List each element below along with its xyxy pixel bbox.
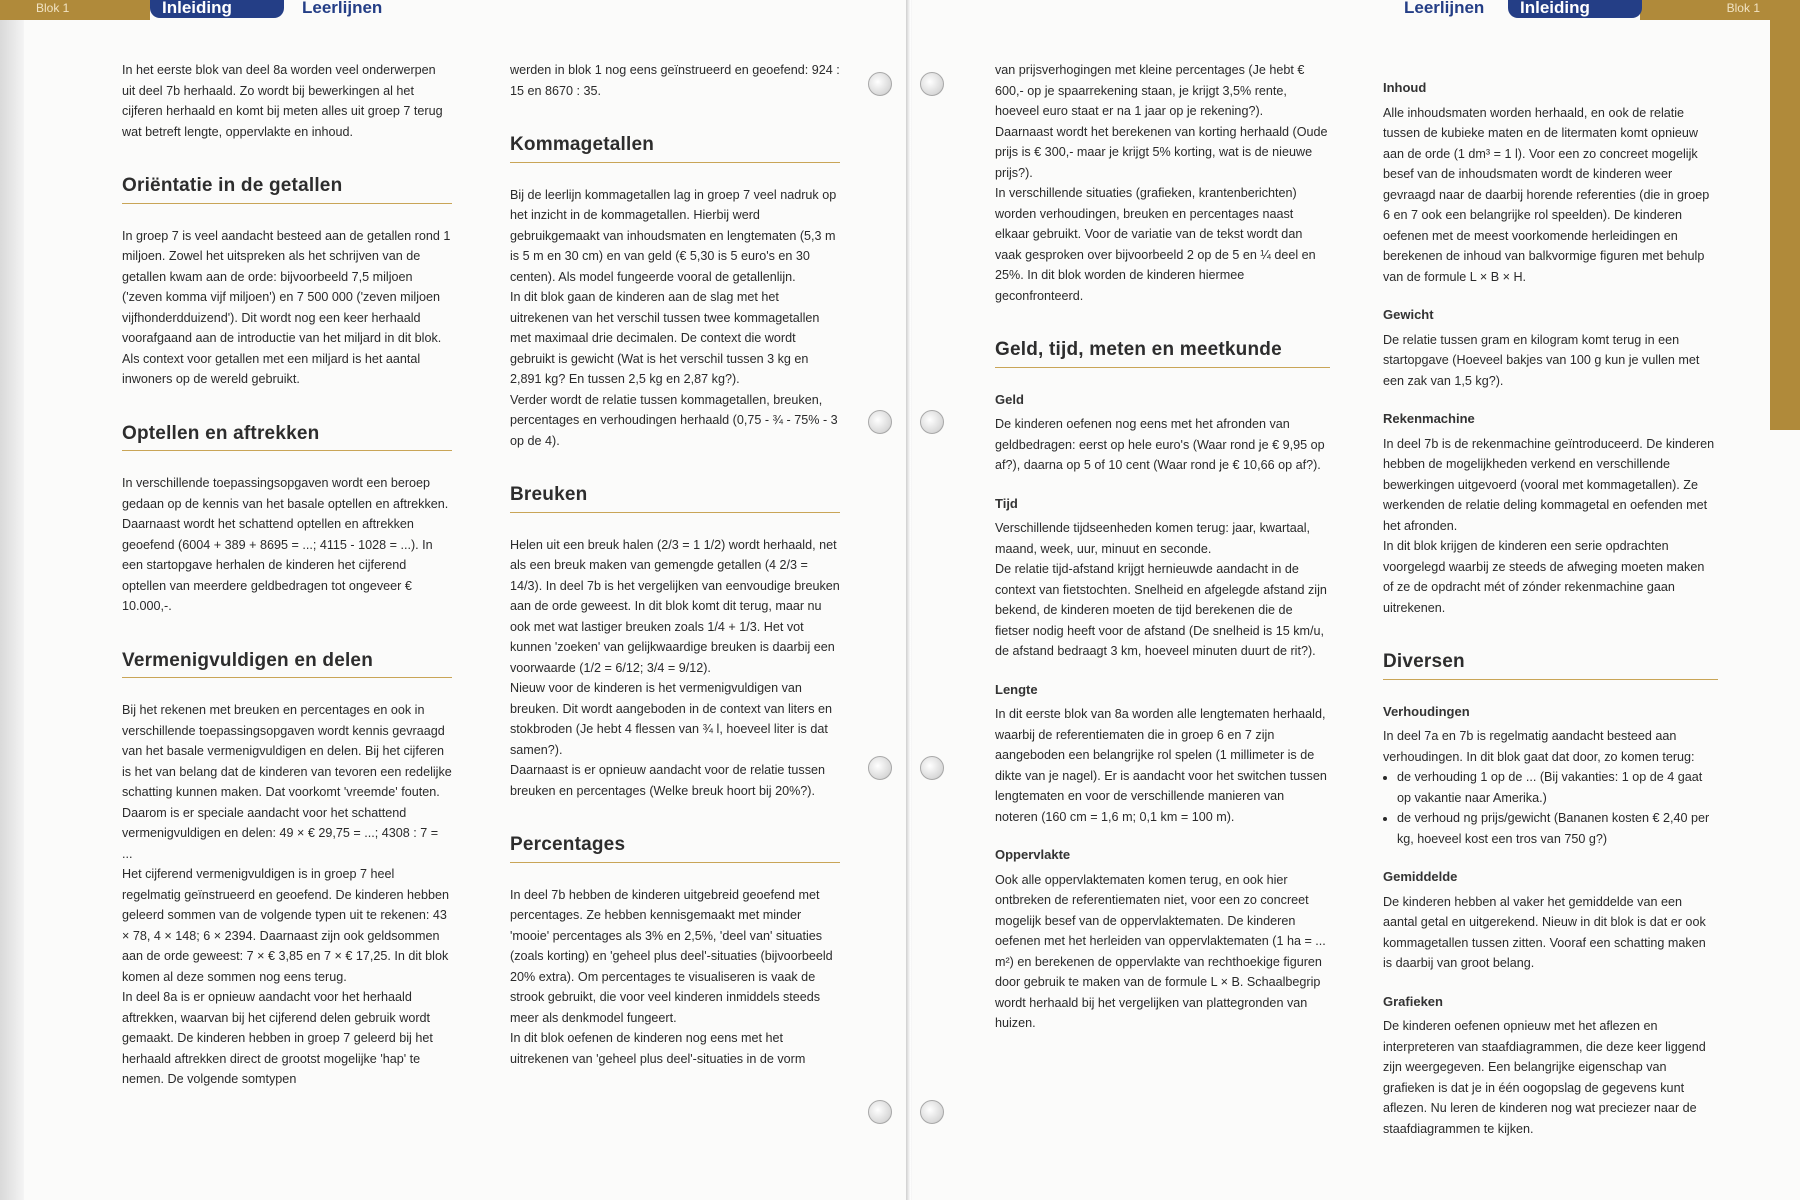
binder-hole-icon [920, 72, 944, 96]
tab-inleiding-right: Inleiding [1508, 0, 1642, 18]
subheading-inhoud: Inhoud [1383, 80, 1427, 95]
intro-paragraph: In het eerste blok van deel 8a worden veel onderwerpen uit deel 7b herhaald. Zo wordt bij bewerkingen al het cijferen herhaald en komt bij meten alles uit groep 7 terug wat betreft lengte, oppervlakte en inhoud. [122, 63, 443, 139]
paragraph: De kinderen oefenen opnieuw met het aflezen en interpreteren van staafdiagrammen, die deze keer liggend zijn weergegeven. Een belangrijke eigenschap van grafieken is dat je in één oogopslag de gegevens kunt aflezen. Nu leren de kinderen nog wat preciezer naar de staafdiagrammen te kijken. [1383, 1019, 1706, 1136]
heading-diversen: Diversen [1383, 652, 1718, 680]
header-bar-right [1640, 0, 1800, 20]
paragraph: De relatie tijd-afstand krijgt hernieuwde aandacht in de context van fietstochten. Snelheid en afgelegde afstand zijn bekend, de kinderen moeten de tijd berekenen die de fietser nodig heeft voor de afstand (De snelheid is 15 km/u, de afstand bedraagt 3 km, hoeveel minuten duurt de rit?). [995, 562, 1327, 658]
subheading-tijd: Tijd [995, 495, 1018, 511]
paragraph: Bij het rekenen met breuken en percentages en ook in verschillende toepassingsopgaven wordt kennis gevraagd van het basale vermenigvuldigen en delen. Bij het cijferen is het van belang dat de kinderen van tevoren een redelijke schatting kunnen maken. Dat voorkomt 'vreemde' fouten. Daarom is er speciale aandacht voor het schattend vermenigvuldigen en delen: 49 × € 29,75 = ...; 4308 : 7 = ... [122, 703, 452, 861]
binder-hole-icon [868, 410, 892, 434]
paragraph: Het cijferend vermenigvuldigen is in groep 7 heel regelmatig geïnstrueerd en geoefend. De kinderen hebben geleerd sommen van de volgende typen uit te rekenen: 43 × 78, 4 × 148; 6 × 2394. Daarnaast zijn ook geldsommen aan de orde geweest: 7 × € 3,85 en 7 × € 17,25. In dit blok komen al deze sommen nog eens terug. [122, 867, 449, 984]
heading-orientatie: Oriëntatie in de getallen [122, 176, 452, 204]
list-item: • de verhouding 1 op de ... (Bij vakanties: 1 op de 4 gaat op vakantie naar Amerika.) [1397, 767, 1718, 808]
subheading-rekenmachine: Rekenmachine [1383, 411, 1475, 426]
column-2 [510, 60, 840, 1069]
paragraph: Verder wordt de relatie tussen kommagetallen, breuken, percentages en verhoudingen herhaald (0,75 - ¾ - 75% - 3 op de 4). [510, 392, 838, 448]
column-1 [122, 60, 452, 1090]
tab-leerlijnen-left: Leerlijnen [302, 0, 383, 17]
blok-label-left: Blok 1 [36, 1, 70, 15]
list-item: • de verhoud ng prijs/gewicht (Bananen kosten € 2,40 per kg, hoeveel kost een tros van 750 g?) [1397, 808, 1718, 849]
paragraph: Ook alle oppervlaktematen komen terug, en ook hier ontbreken de referentiematen niet, voor een zo concreet mogelijk besef van de oppervlaktematen. De kinderen oefenen met het herleiden van oppervlaktematen (1 ha = ... m²) en berekenen de oppervlakte van rechthoekige figuren door gebruik te maken van de formule L × B. Schaalbegrip wordt herhaald bij het vergelijken van plattegronden van huizen. [995, 872, 1326, 1030]
paragraph: In verschillende toepassingsopgaven wordt een beroep gedaan op de kennis van het basale optellen en aftrekken. Daarnaast wordt het schattend optellen en aftrekken geoefend (6004 + 389 + 8695 = ...; 4115 - 1028 = ...). In een startopgave herhalen de kinderen het cijferend optellen van meerdere geldbedragen tot ongeveer € 10.000,-. [122, 476, 449, 613]
tab-inleiding-left: Inleiding [150, 0, 284, 18]
paragraph: In deel 8a is er opnieuw aandacht voor het herhaald aftrekken, waarvan bij het cijferend delen gebruik wordt gemaakt. De kinderen hebben in groep 7 geleerd bij het herhaald aftrekken direct de grootst mogelijke 'hap' te nemen. De volgende somtypen [122, 990, 433, 1086]
binder-hole-icon [920, 756, 944, 780]
paragraph: In dit blok gaan de kinderen aan de slag met het uitrekenen van het verschil tussen twee kommagetallen met maximaal drie decimalen. De context die wordt gebruikt is gewicht (Wat is het verschil tussen 3 kg en 2,891 kg? En tussen 2,5 kg en 2,87 kg?). [510, 290, 820, 386]
binder-hole-icon [920, 1100, 944, 1124]
subheading-verhoudingen: Verhoudingen [1383, 703, 1470, 719]
paragraph: Alle inhoudsmaten worden herhaald, en ook de relatie tussen de kubieke maten en de litermaten komt opnieuw aan de orde (1 dm³ = 1 l). Voor een zo concreet mogelijk besef van de inhoudsmaten wordt de kinderen weer gevraagd naar de daarbij horende referenties (die in groep 6 en 7 ook een belangrijke rol speelden). De kinderen oefenen met de meest voorkomende herleidingen en berekenen de inhoud van balkvormige figuren met behulp van de formule L × B × H. [1383, 105, 1710, 284]
subheading-lengte: Lengte [995, 681, 1038, 697]
paragraph: In verschillende situaties (grafieken, krantenberichten) worden verhoudingen, breuken en percentages naast elkaar gebruikt. Voor de variatie van de tekst wordt dan vaak gesproken over bijvoorbeeld 2 op de 5 en ¼ deel en 25%. In dit blok worden de kinderen hiermee geconfronteerd. [995, 186, 1316, 303]
paragraph: In dit blok krijgen de kinderen een serie opdrachten voorgelegd waarbij ze steeds de afweging moeten maken of ze de opdracht mét of zónder rekenmachine gaan uitrekenen. [1383, 539, 1705, 615]
column-4 [1383, 60, 1718, 1139]
paragraph: Helen uit een breuk halen (2/3 = 1 1/2) wordt herhaald, net als een breuk maken van gemengde getallen (4 2/3 = 14/3). In deel 7b is het vergelijken van eenvoudige breuken aan de orde geweest. In dit blok komt dit terug, maar nu ook met wat lastiger breuken zoals 1/4 + 1/3. Het vot kunnen 'zoeken' van gelijkwaardige breuken is daarbij een voorwaarde (1/2 = 6/12; 3/4 = 9/12). [510, 537, 840, 675]
heading-geld-tijd-meten: Geld, tijd, meten en meetkunde [995, 340, 1330, 368]
binder-hole-icon [868, 1100, 892, 1124]
heading-percentages: Percentages [510, 835, 840, 863]
side-bar-right [1770, 20, 1800, 430]
subheading-oppervlakte: Oppervlakte [995, 847, 1071, 862]
subheading-gewicht: Gewicht [1383, 307, 1434, 322]
binder-hole-icon [868, 72, 892, 96]
paragraph: Nieuw voor de kinderen is het vermenigvuldigen van breuken. Dit wordt aangeboden in de context van liters en stokbroden (Je hebt 4 flessen van ¾ l, hoeveel liter is dat samen?). [510, 681, 833, 757]
subheading-grafieken: Grafieken [1383, 993, 1443, 1009]
paragraph: Daarnaast is er opnieuw aandacht voor de relatie tussen breuken en percentages (Welke breuk hoort bij 20%?). [510, 763, 826, 798]
paragraph: De relatie tussen gram en kilogram komt terug in een startopgave (Hoeveel bakjes van 100 g kun je vullen met een zak van 1,5 kg?). [1383, 332, 1700, 388]
paragraph: In deel 7b hebben de kinderen uitgebreid geoefend met percentages. Ze hebben kennisgemaakt met minder 'mooie' percentages als 3% en 2,5%, 'deel van' situaties (zoals korting) en 'geheel plus deel'-situaties (bijvoorbeeld 20% extra). Om percentages te visualiseren is vaak de strook gebruikt, die voor veel kinderen inmiddels steeds meer als denkmodel fungeert. [510, 887, 833, 1025]
paragraph: In deel 7b is de rekenmachine geïntroduceerd. De kinderen hebben de mogelijkheden verkend en verschillende bewerkingen uitgevoerd (vooral met kommagetallen). Ze werkenden de relatie deling kommagetal en oefenden met het afronden. [1383, 436, 1715, 533]
paragraph: Bij de leerlijn kommagetallen lag in groep 7 veel nadruk op het inzicht in de kommagetallen. Hierbij werd gebruikgemaakt van inhoudsmaten en lengtematen (5,3 m is 5 m en 30 cm) en van geld (€ 5,30 is 5 euro's en 30 centen). Als model fungeerde vooral de getallenlijn. [510, 187, 837, 284]
column-3 [995, 60, 1330, 1034]
binder-hole-icon [920, 410, 944, 434]
paragraph: In dit eerste blok van 8a worden alle lengtematen herhaald, waarbij de referentiematen die in groep 6 en 7 zijn aangeboden een belangrijke rol spelen (1 millimeter is de dikte van je nagel). Er is aandacht voor het switchen tussen lengtematen en voor de verschillende manieren van noteren (160 cm = 1,6 m; 0,1 km = 100 m). [995, 707, 1327, 824]
paragraph: Daarnaast wordt het berekenen van korting herhaald (Oude prijs is € 300,- maar je krijgt 5% korting, wat is de nieuwe prijs?). [995, 124, 1328, 180]
blok-label-right: Blok 1 [1726, 1, 1760, 15]
heading-optellen-aftrekken: Optellen en aftrekken [122, 424, 452, 452]
header-bar-left [0, 0, 150, 20]
paragraph: In dit blok oefenen de kinderen nog eens met het uitrekenen van 'geheel plus deel'-situaties in de vorm [510, 1031, 806, 1066]
paragraph: Verschillende tijdseenheden komen terug: jaar, kwartaal, maand, week, uur, minuut en seconde. [995, 521, 1311, 556]
bullet-list [1383, 767, 1718, 849]
paragraph: In groep 7 is veel aandacht besteed aan de getallen rond 1 miljoen. Zowel het uitspreken als het schrijven van de getallen kwam aan de orde: bijvoorbeeld 7,5 miljoen ('zeven komma vijf miljoen') en 7 500 000 ('zeven miljoen vijfhonderdduizend'). Dit wordt nog een keer herhaald voorafgaand aan de introductie van het miljard in dit blok. Als context voor getallen met een miljard is het aantal inwoners op de wereld gebruikt. [122, 228, 451, 386]
paragraph: De kinderen oefenen nog eens met het afronden van geldbedragen: eerst op hele euro's (Waar rond je € 9,95 op af?), daarna op 5 of 10 cent (Waar rond je € 10,66 op af?). [995, 417, 1325, 472]
tab-leerlijnen-right: Leerlijnen [1404, 0, 1485, 17]
binder-hole-icon [868, 756, 892, 780]
heading-kommagetallen: Kommagetallen [510, 135, 840, 163]
paragraph: De kinderen hebben al vaker het gemiddelde van een aantal getal en uitgerekend. Nieuw in dit blok is dat er ook kommagetallen tussen zitten. Vooraf een schatting maken is daarbij van groot belang. [1383, 894, 1706, 970]
heading-vermenigvuldigen-delen: Vermenigvuldigen en delen [122, 651, 452, 679]
paragraph: van prijsverhogingen met kleine percentages (Je hebt € 600,- op je spaarrekening staan, je krijgt 3,5% rente, hoeveel euro staat er na 1 jaar op je rekening?). [995, 63, 1305, 118]
subheading-geld: Geld [995, 391, 1024, 407]
heading-breuken: Breuken [510, 485, 840, 513]
paragraph: In deel 7a en 7b is regelmatig aandacht besteed aan verhoudingen. In dit blok gaat dat door, zo komen terug: [1383, 729, 1695, 764]
paragraph: werden in blok 1 nog eens geïnstrueerd en geoefend: 924 : 15 en 8670 : 35. [510, 63, 840, 98]
subheading-gemiddelde: Gemiddelde [1383, 869, 1458, 884]
